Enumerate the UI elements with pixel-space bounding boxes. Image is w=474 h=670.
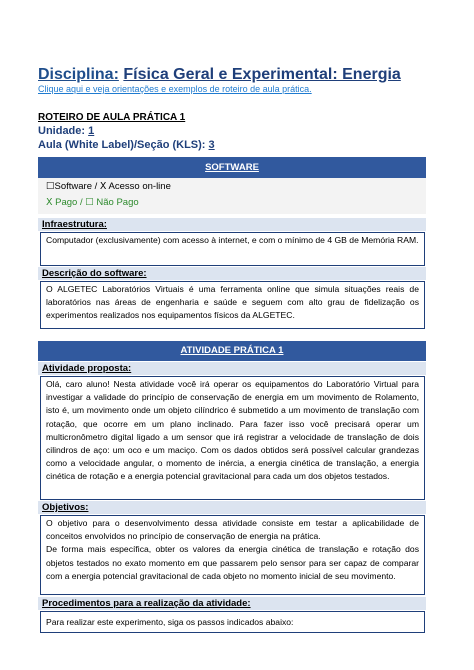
aula-value: 3 (208, 139, 215, 151)
procedimentos-text: Para realizar este experimento, siga os passos indicados abaixo: (46, 617, 294, 627)
objetivos-box (40, 515, 425, 595)
descricao-heading: Descrição do software: (38, 267, 426, 280)
procedimentos-box (40, 611, 425, 633)
roteiro-title: ROTEIRO DE AULA PRÁTICA 1 (38, 112, 186, 123)
unidade-value: 1 (88, 125, 95, 137)
atividade-header: ATIVIDADE PRÁTICA 1 (38, 341, 426, 361)
aula-line (38, 139, 215, 151)
infraestrutura-heading: Infraestrutura: (38, 218, 426, 231)
guide-link[interactable]: Clique aqui e veja orientações e exemplos de roteiro de aula prática. (38, 84, 312, 94)
infraestrutura-box (40, 232, 425, 266)
objetivos-paragraph-1: O objetivo para o desenvolvimento dessa atividade consiste em testar a aplicabilidade de conceitos envolvidos no princípio de conservação de energia na prática. (46, 518, 419, 542)
proposta-box (40, 376, 425, 500)
proposta-text: Olá, caro aluno! Nesta atividade você irá operar os equipamentos do Laboratório Virtual para investigar a validade do princípio de conservação de energia em um movimento de Rolamento, isto é, um movimento onde um objeto cilíndrico é submetido a um movimento de translação com rotação, que ocorre em um plano inclinado. Para fazer isso você precisará operar um multicronômetro digital ligado a um sensor que irá registrar a velocidade de translação de dois cilindros de aço: um oco e um maciço. Com os dados obtidos será possível calcular grandezas como a velocidade angular, o momento de inércia, a energia cinética de translação, a energia cinética de rotação e a energia potencial gravitacional para cada um dos objetos testados. (46, 379, 419, 482)
unidade-label: Unidade: (38, 125, 86, 137)
software-access-option[interactable]: ☐Software / Ⅹ Acesso on-line (46, 181, 171, 192)
descricao-box (40, 281, 425, 329)
objetivos-paragraph-2: De forma mais específica, obter os valores da energia cinética de translação e rotação dos objetos testados no exato momento em que passarem pelo sensor para ser capaz de comparar com a energia potencial gravitacional de cada objeto no momento inicial de seu movimento. (46, 544, 419, 581)
procedimentos-heading: Procedimentos para a realização da atividade: (38, 597, 426, 610)
software-payment-option[interactable]: Ⅹ Pago / ☐ Não Pago (46, 197, 139, 208)
discipline-name: Física Geral e Experimental: Energia (123, 66, 401, 83)
unidade-line (38, 125, 94, 137)
descricao-text: O ALGETEC Laboratórios Virtuais é uma ferramenta online que simula situações reais de laboratórios nas áreas de engenharia e saúde e seguem com alto grau de fidelização os experimentos realizados nos equipamentos físicos da ALGETEC. (46, 284, 419, 321)
objetivos-heading: Objetivos: (38, 501, 426, 514)
proposta-heading: Atividade proposta: (38, 362, 426, 375)
discipline-title (38, 66, 401, 84)
infraestrutura-text: Computador (exclusivamente) com acesso à internet, e com o mínimo de 4 GB de Memória RAM. (46, 235, 419, 245)
aula-label: Aula (White Label)/Seção (KLS): (38, 139, 206, 151)
discipline-label: Disciplina: (38, 66, 119, 83)
software-header: SOFTWARE (38, 157, 426, 178)
